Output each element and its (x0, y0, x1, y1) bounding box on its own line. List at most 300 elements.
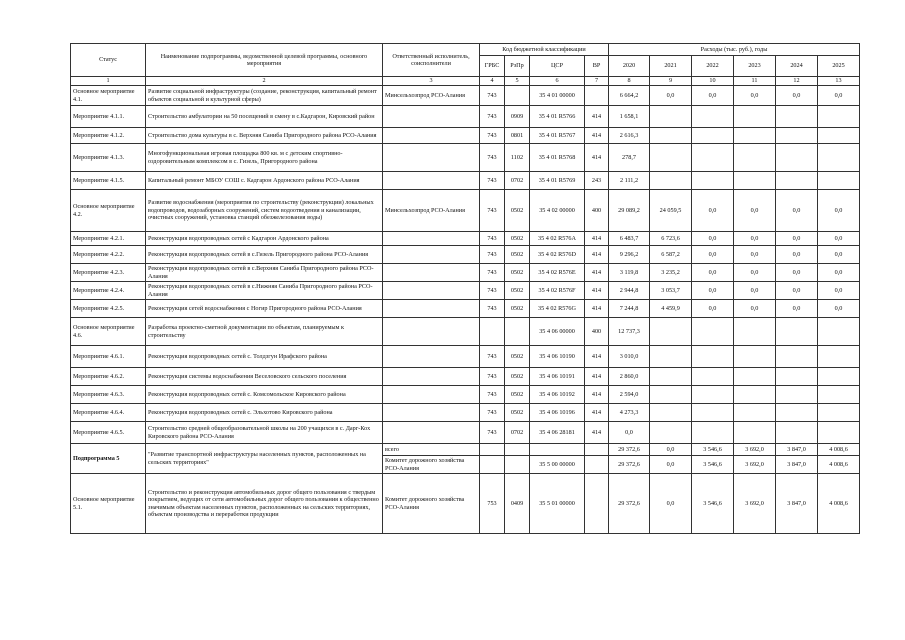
cell-rzpr: 0502 (505, 232, 530, 246)
cell-rzpr: 0801 (505, 128, 530, 144)
cell-2024: 0,0 (776, 246, 818, 264)
cell-csr: 35 4 02 00000 (530, 190, 585, 232)
row-name: Реконструкция водопроводных сетей с. Комсомольское Кировского района (146, 386, 383, 404)
cell-2024: 0,0 (776, 190, 818, 232)
cell-2024 (776, 386, 818, 404)
cell-2022 (692, 346, 734, 368)
cell-csr: 35 4 02 R576G (530, 300, 585, 318)
cell-2024 (776, 144, 818, 172)
col-number: 6 (530, 77, 585, 86)
cell-csr: 35 4 02 R576E (530, 264, 585, 282)
cell-vr: 414 (585, 128, 609, 144)
cell-2025 (818, 144, 860, 172)
row-name: Многофункциональная игровая площадка 800 кв. м с детским спортивно-оздоровительным комплексом в с. Гизель, Пригородного района (146, 144, 383, 172)
cell-rzpr (505, 318, 530, 346)
cell-2021 (650, 422, 692, 444)
row-status: Мероприятие 4.6.1. (71, 346, 146, 368)
row-name: Строительство амбулатории на 50 посещений в смену в с.Кадгарон, Кировский район (146, 106, 383, 128)
cell-vr: 414 (585, 404, 609, 422)
cell-2020: 4 273,3 (609, 404, 650, 422)
cell-grbs: 743 (480, 190, 505, 232)
header-year: 2022 (692, 56, 734, 77)
cell-csr: 35 4 01 R5769 (530, 172, 585, 190)
cell-2025: 0,0 (818, 300, 860, 318)
cell-csr: 35 4 06 00000 (530, 318, 585, 346)
col-number: 3 (383, 77, 480, 86)
cell-2023: 0,0 (734, 282, 776, 300)
row-executor (383, 232, 480, 246)
cell-2020: 3 119,8 (609, 264, 650, 282)
cell-rzpr: 0909 (505, 106, 530, 128)
cell-vr: 400 (585, 318, 609, 346)
row-executor (383, 246, 480, 264)
table-row (71, 422, 860, 444)
cell-2025 (818, 368, 860, 386)
cell-grbs: 743 (480, 128, 505, 144)
col-number: 4 (480, 77, 505, 86)
cell-2022 (692, 106, 734, 128)
cell-csr: 35 4 06 10190 (530, 346, 585, 368)
row-status: Мероприятие 4.6.5. (71, 422, 146, 444)
col-number: 13 (818, 77, 860, 86)
cell-2022: 3 546,6 (692, 456, 734, 474)
cell-csr: 35 4 01 R5767 (530, 128, 585, 144)
cell-rzpr: 0502 (505, 246, 530, 264)
row-name: Капитальный ремонт МБОУ СОШ с. Кадгарон Ардонского района РСО-Алания (146, 172, 383, 190)
row-name: Развитие социальной инфраструктуры (создание, реконструкция, капитальный ремонт объектов социальной и культурной сферы) (146, 86, 383, 106)
cell-2021 (650, 318, 692, 346)
cell-2025: 0,0 (818, 190, 860, 232)
cell-grbs (480, 318, 505, 346)
cell-vr (585, 474, 609, 534)
row-executor: Комитет дорожного хозяйства РСО-Алания (383, 474, 480, 534)
cell-csr: 35 4 06 28181 (530, 422, 585, 444)
cell-rzpr: 0409 (505, 474, 530, 534)
table-row (71, 368, 860, 386)
cell-2022: 0,0 (692, 300, 734, 318)
cell-2025 (818, 386, 860, 404)
cell-2023 (734, 404, 776, 422)
cell-2025 (818, 128, 860, 144)
col-number: 12 (776, 77, 818, 86)
row-status: Основное мероприятие 4.6. (71, 318, 146, 346)
cell-2021: 0,0 (650, 474, 692, 534)
table-row (71, 172, 860, 190)
header-expenses: Расходы (тыс. руб.), годы (609, 44, 860, 56)
table-row (71, 246, 860, 264)
row-executor (383, 106, 480, 128)
cell-2022: 0,0 (692, 232, 734, 246)
row-name: Развитие водоснабжения (мероприятия по строительству (реконструкции) локальных водопроводов, водозаборных сооружений, систем водоотведения и канализации, очистных сооружений, установка станций обезжелезования воды) (146, 190, 383, 232)
cell-vr: 414 (585, 422, 609, 444)
cell-grbs: 743 (480, 106, 505, 128)
cell-2023 (734, 106, 776, 128)
cell-2021: 3 235,2 (650, 264, 692, 282)
row-executor (383, 422, 480, 444)
cell-2020: 278,7 (609, 144, 650, 172)
cell-csr: 35 4 02 R576D (530, 246, 585, 264)
cell-2025: 4 008,6 (818, 444, 860, 456)
cell-vr: 414 (585, 264, 609, 282)
cell-2022: 0,0 (692, 282, 734, 300)
cell-2022 (692, 318, 734, 346)
header-year: 2025 (818, 56, 860, 77)
row-status: Мероприятие 4.2.5. (71, 300, 146, 318)
table-row (71, 232, 860, 246)
cell-2021 (650, 368, 692, 386)
row-name: Реконструкция сетей водоснабжения с Ногир Пригородного района РСО-Алания (146, 300, 383, 318)
cell-rzpr: 0502 (505, 404, 530, 422)
cell-grbs: 743 (480, 282, 505, 300)
row-status: Мероприятие 4.2.2. (71, 246, 146, 264)
cell-csr: 35 4 02 R576F (530, 282, 585, 300)
cell-2021 (650, 106, 692, 128)
cell-csr: 35 4 02 R576A (530, 232, 585, 246)
row-executor: Минсельхозпрод РСО-Алания (383, 190, 480, 232)
cell-2022 (692, 404, 734, 422)
cell-2020: 29 089,2 (609, 190, 650, 232)
table-row (71, 318, 860, 346)
cell-grbs: 743 (480, 172, 505, 190)
cell-2022: 0,0 (692, 86, 734, 106)
row-executor (383, 264, 480, 282)
row-executor (383, 404, 480, 422)
cell-2022 (692, 172, 734, 190)
cell-rzpr (505, 86, 530, 106)
cell-2021: 0,0 (650, 86, 692, 106)
col-number: 2 (146, 77, 383, 86)
table-row (71, 474, 860, 534)
cell-2021 (650, 386, 692, 404)
cell-2023 (734, 346, 776, 368)
cell-2021: 0,0 (650, 444, 692, 456)
cell-2020: 12 737,3 (609, 318, 650, 346)
row-name: Реконструкция водопроводных сетей с. Толдзгун Ирафского района (146, 346, 383, 368)
budget-table (70, 43, 860, 534)
cell-2022 (692, 144, 734, 172)
cell-2023: 3 692,0 (734, 456, 776, 474)
table-row (71, 386, 860, 404)
col-number: 10 (692, 77, 734, 86)
cell-2023 (734, 368, 776, 386)
cell-grbs: 753 (480, 474, 505, 534)
row-status: Мероприятие 4.1.1. (71, 106, 146, 128)
cell-2023: 0,0 (734, 190, 776, 232)
cell-2025 (818, 106, 860, 128)
cell-2023: 0,0 (734, 300, 776, 318)
cell-2023 (734, 128, 776, 144)
table-body (71, 86, 860, 444)
row-executor: Минсельхозпрод РСО-Алания (383, 86, 480, 106)
row-executor (383, 300, 480, 318)
cell-2022 (692, 386, 734, 404)
cell-2020: 6 664,2 (609, 86, 650, 106)
cell-2020: 1 658,1 (609, 106, 650, 128)
cell-csr: 35 4 01 00000 (530, 86, 585, 106)
cell-2025: 4 008,6 (818, 456, 860, 474)
row-status: Мероприятие 4.6.3. (71, 386, 146, 404)
cell-rzpr: 0702 (505, 172, 530, 190)
row-name: "Развитие транспортной инфраструктуры населенных пунктов, расположенных на сельских территориях" (146, 444, 383, 474)
cell-2020: 2 616,3 (609, 128, 650, 144)
cell-2023: 0,0 (734, 232, 776, 246)
table-row (71, 144, 860, 172)
cell-2022: 0,0 (692, 246, 734, 264)
col-number: 11 (734, 77, 776, 86)
row-status: Мероприятие 4.6.2. (71, 368, 146, 386)
cell-vr: 414 (585, 346, 609, 368)
cell-rzpr: 0502 (505, 282, 530, 300)
row-name: Реконструкция водопроводных сетей в с.Гизель Пригородного района РСО-Алания (146, 246, 383, 264)
header-status: Статус (71, 44, 146, 77)
row-name: Строительство средней общеобразовательной школы на 200 учащихся в с. Дарг-Кох Кировского района РСО-Алания (146, 422, 383, 444)
cell-vr (585, 86, 609, 106)
cell-2021: 6 723,6 (650, 232, 692, 246)
row-executor: всего (383, 444, 480, 456)
cell-vr: 414 (585, 144, 609, 172)
header-vr: ВР (585, 56, 609, 77)
cell-2020: 7 244,8 (609, 300, 650, 318)
cell-vr: 414 (585, 246, 609, 264)
cell-2025: 0,0 (818, 282, 860, 300)
cell-grbs: 743 (480, 86, 505, 106)
cell-vr: 414 (585, 300, 609, 318)
row-status: Основное мероприятие 4.1. (71, 86, 146, 106)
col-number: 8 (609, 77, 650, 86)
cell-2024 (776, 318, 818, 346)
cell-2022: 0,0 (692, 264, 734, 282)
header-csr: ЦСР (530, 56, 585, 77)
cell-rzpr: 0502 (505, 300, 530, 318)
cell-csr: 35 4 06 10191 (530, 368, 585, 386)
cell-rzpr: 1102 (505, 144, 530, 172)
row-status: Основное мероприятие 5.1. (71, 474, 146, 534)
col-number: 5 (505, 77, 530, 86)
cell-vr: 414 (585, 106, 609, 128)
col-number: 9 (650, 77, 692, 86)
cell-2025: 0,0 (818, 264, 860, 282)
cell-2020: 6 483,7 (609, 232, 650, 246)
cell-2023 (734, 318, 776, 346)
cell-vr: 414 (585, 368, 609, 386)
cell-2021: 3 053,7 (650, 282, 692, 300)
header-year: 2021 (650, 56, 692, 77)
cell-2023: 3 692,0 (734, 474, 776, 534)
cell-2023 (734, 422, 776, 444)
cell-2024 (776, 172, 818, 190)
table-row (71, 282, 860, 300)
row-executor (383, 282, 480, 300)
cell-2025: 0,0 (818, 232, 860, 246)
row-name: Строительство дома культуры в с. Верхняя Саниба Пригородного района РСО-Алания (146, 128, 383, 144)
table-row (71, 300, 860, 318)
cell-2025 (818, 172, 860, 190)
cell-2020: 2 111,2 (609, 172, 650, 190)
cell-2021 (650, 346, 692, 368)
cell-2023: 0,0 (734, 246, 776, 264)
cell-2024: 3 847,0 (776, 474, 818, 534)
row-executor (383, 172, 480, 190)
row-executor (383, 346, 480, 368)
cell-csr: 35 4 06 10192 (530, 386, 585, 404)
row-status: Мероприятие 4.6.4. (71, 404, 146, 422)
cell-2025 (818, 422, 860, 444)
cell-2024: 3 847,0 (776, 456, 818, 474)
cell-2024 (776, 106, 818, 128)
col-number: 1 (71, 77, 146, 86)
row-status: Мероприятие 4.2.3. (71, 264, 146, 282)
cell-2021: 24 059,5 (650, 190, 692, 232)
cell-rzpr: 0502 (505, 264, 530, 282)
cell-2023: 0,0 (734, 86, 776, 106)
cell-2020: 29 372,6 (609, 456, 650, 474)
cell-2021: 6 587,2 (650, 246, 692, 264)
cell-vr: 400 (585, 190, 609, 232)
header-name: Наименование подпрограммы, ведомственной целевой программы, основного мероприятия (146, 44, 383, 77)
table-row (71, 264, 860, 282)
cell-vr: 414 (585, 232, 609, 246)
cell-2021 (650, 144, 692, 172)
cell-2022 (692, 422, 734, 444)
table-row (71, 106, 860, 128)
row-status: Мероприятие 4.1.5. (71, 172, 146, 190)
cell-rzpr: 0502 (505, 346, 530, 368)
cell-grbs: 743 (480, 144, 505, 172)
row-executor: Комитет дорожного хозяйства РСО-Алания (383, 456, 480, 474)
cell-2025 (818, 346, 860, 368)
table-row (71, 444, 860, 456)
cell-grbs: 743 (480, 246, 505, 264)
cell-csr: 35 4 01 R5768 (530, 144, 585, 172)
cell-2024: 0,0 (776, 264, 818, 282)
row-status: Подпрограмма 5 (71, 444, 146, 474)
row-status: Основное мероприятие 4.2. (71, 190, 146, 232)
cell-2025: 0,0 (818, 86, 860, 106)
cell-2023: 3 692,0 (734, 444, 776, 456)
cell-2021 (650, 172, 692, 190)
cell-grbs: 743 (480, 386, 505, 404)
cell-2023: 0,0 (734, 264, 776, 282)
cell-2024 (776, 422, 818, 444)
cell-grbs: 743 (480, 264, 505, 282)
cell-2020: 0,0 (609, 422, 650, 444)
cell-2021 (650, 404, 692, 422)
header-year: 2020 (609, 56, 650, 77)
row-executor (383, 144, 480, 172)
cell-csr: 35 5 00 00000 (530, 456, 585, 474)
header-budget-code: Код бюджетной классификации (480, 44, 609, 56)
cell-2025 (818, 404, 860, 422)
cell-csr: 35 5 01 00000 (530, 474, 585, 534)
cell-2024: 3 847,0 (776, 444, 818, 456)
cell-grbs: 743 (480, 368, 505, 386)
cell-vr: 414 (585, 282, 609, 300)
header-year: 2024 (776, 56, 818, 77)
cell-2024 (776, 404, 818, 422)
cell-2025: 0,0 (818, 246, 860, 264)
row-status: Мероприятие 4.2.4. (71, 282, 146, 300)
cell-vr: 414 (585, 386, 609, 404)
row-executor (383, 368, 480, 386)
cell-2020: 29 372,6 (609, 444, 650, 456)
cell-grbs: 743 (480, 422, 505, 444)
row-executor (383, 318, 480, 346)
cell-2022: 3 546,6 (692, 474, 734, 534)
row-executor (383, 386, 480, 404)
cell-2024 (776, 128, 818, 144)
table-row (71, 404, 860, 422)
header-rzpr: РзПр (505, 56, 530, 77)
cell-2020: 2 594,0 (609, 386, 650, 404)
row-name: Строительство и реконструкция автомобильных дорог общего пользования с твердым покрытием, ведущих от сети автомобильных дорог общего пользования к общественно значимым объектам населенных пунктов, расположенных на сельских территориях, объектам производства и переработки продукции (146, 474, 383, 534)
table-row (71, 346, 860, 368)
cell-csr: 35 4 01 R5766 (530, 106, 585, 128)
col-number: 7 (585, 77, 609, 86)
cell-2022: 3 546,6 (692, 444, 734, 456)
row-name: Реконструкция водопроводных сетей с. Эльхотово Кировского района (146, 404, 383, 422)
header-grbs: ГРБС (480, 56, 505, 77)
cell-2025: 4 008,6 (818, 474, 860, 534)
row-executor (383, 128, 480, 144)
row-name: Реконструкция водопроводных сетей в с.Нижняя Саниба Пригородного района РСО-Алания (146, 282, 383, 300)
cell-rzpr: 0502 (505, 190, 530, 232)
row-status: Мероприятие 4.2.1. (71, 232, 146, 246)
header-executor: Ответственный исполнитель, соисполнители (383, 44, 480, 77)
header-year: 2023 (734, 56, 776, 77)
cell-2020: 2 860,0 (609, 368, 650, 386)
cell-2020: 2 944,8 (609, 282, 650, 300)
cell-rzpr: 0502 (505, 368, 530, 386)
cell-rzpr: 0702 (505, 422, 530, 444)
row-name: Реконструкция водопроводных сетей с Кадгарон Ардонского района (146, 232, 383, 246)
cell-2022 (692, 368, 734, 386)
cell-2024: 0,0 (776, 282, 818, 300)
cell-2024 (776, 368, 818, 386)
cell-2020: 9 296,2 (609, 246, 650, 264)
cell-2020: 29 372,6 (609, 474, 650, 534)
cell-2024: 0,0 (776, 232, 818, 246)
cell-grbs: 743 (480, 404, 505, 422)
cell-2024: 0,0 (776, 86, 818, 106)
cell-2023 (734, 144, 776, 172)
column-number-row (71, 77, 860, 86)
table-row (71, 128, 860, 144)
row-name: Реконструкция системы водоснабжения Веселовского сельского поселения (146, 368, 383, 386)
cell-2024 (776, 346, 818, 368)
cell-2022 (692, 128, 734, 144)
cell-2023 (734, 172, 776, 190)
cell-2021: 0,0 (650, 456, 692, 474)
cell-2024: 0,0 (776, 300, 818, 318)
cell-2022: 0,0 (692, 190, 734, 232)
cell-grbs: 743 (480, 346, 505, 368)
cell-grbs: 743 (480, 300, 505, 318)
table-row (71, 190, 860, 232)
row-status: Мероприятие 4.1.2. (71, 128, 146, 144)
cell-2025 (818, 318, 860, 346)
cell-rzpr: 0502 (505, 386, 530, 404)
cell-2020: 3 010,0 (609, 346, 650, 368)
row-name: Реконструкция водопроводных сетей в с.Верхняя Саниба Пригородного района РСО-Алания (146, 264, 383, 282)
cell-csr: 35 4 06 10196 (530, 404, 585, 422)
cell-2021 (650, 128, 692, 144)
cell-2021: 4 459,9 (650, 300, 692, 318)
cell-2023 (734, 386, 776, 404)
cell-grbs: 743 (480, 232, 505, 246)
row-status: Мероприятие 4.1.3. (71, 144, 146, 172)
row-name: Разработка проектно-сметной документации по объектам, планируемым к строительству (146, 318, 383, 346)
table-row (71, 86, 860, 106)
